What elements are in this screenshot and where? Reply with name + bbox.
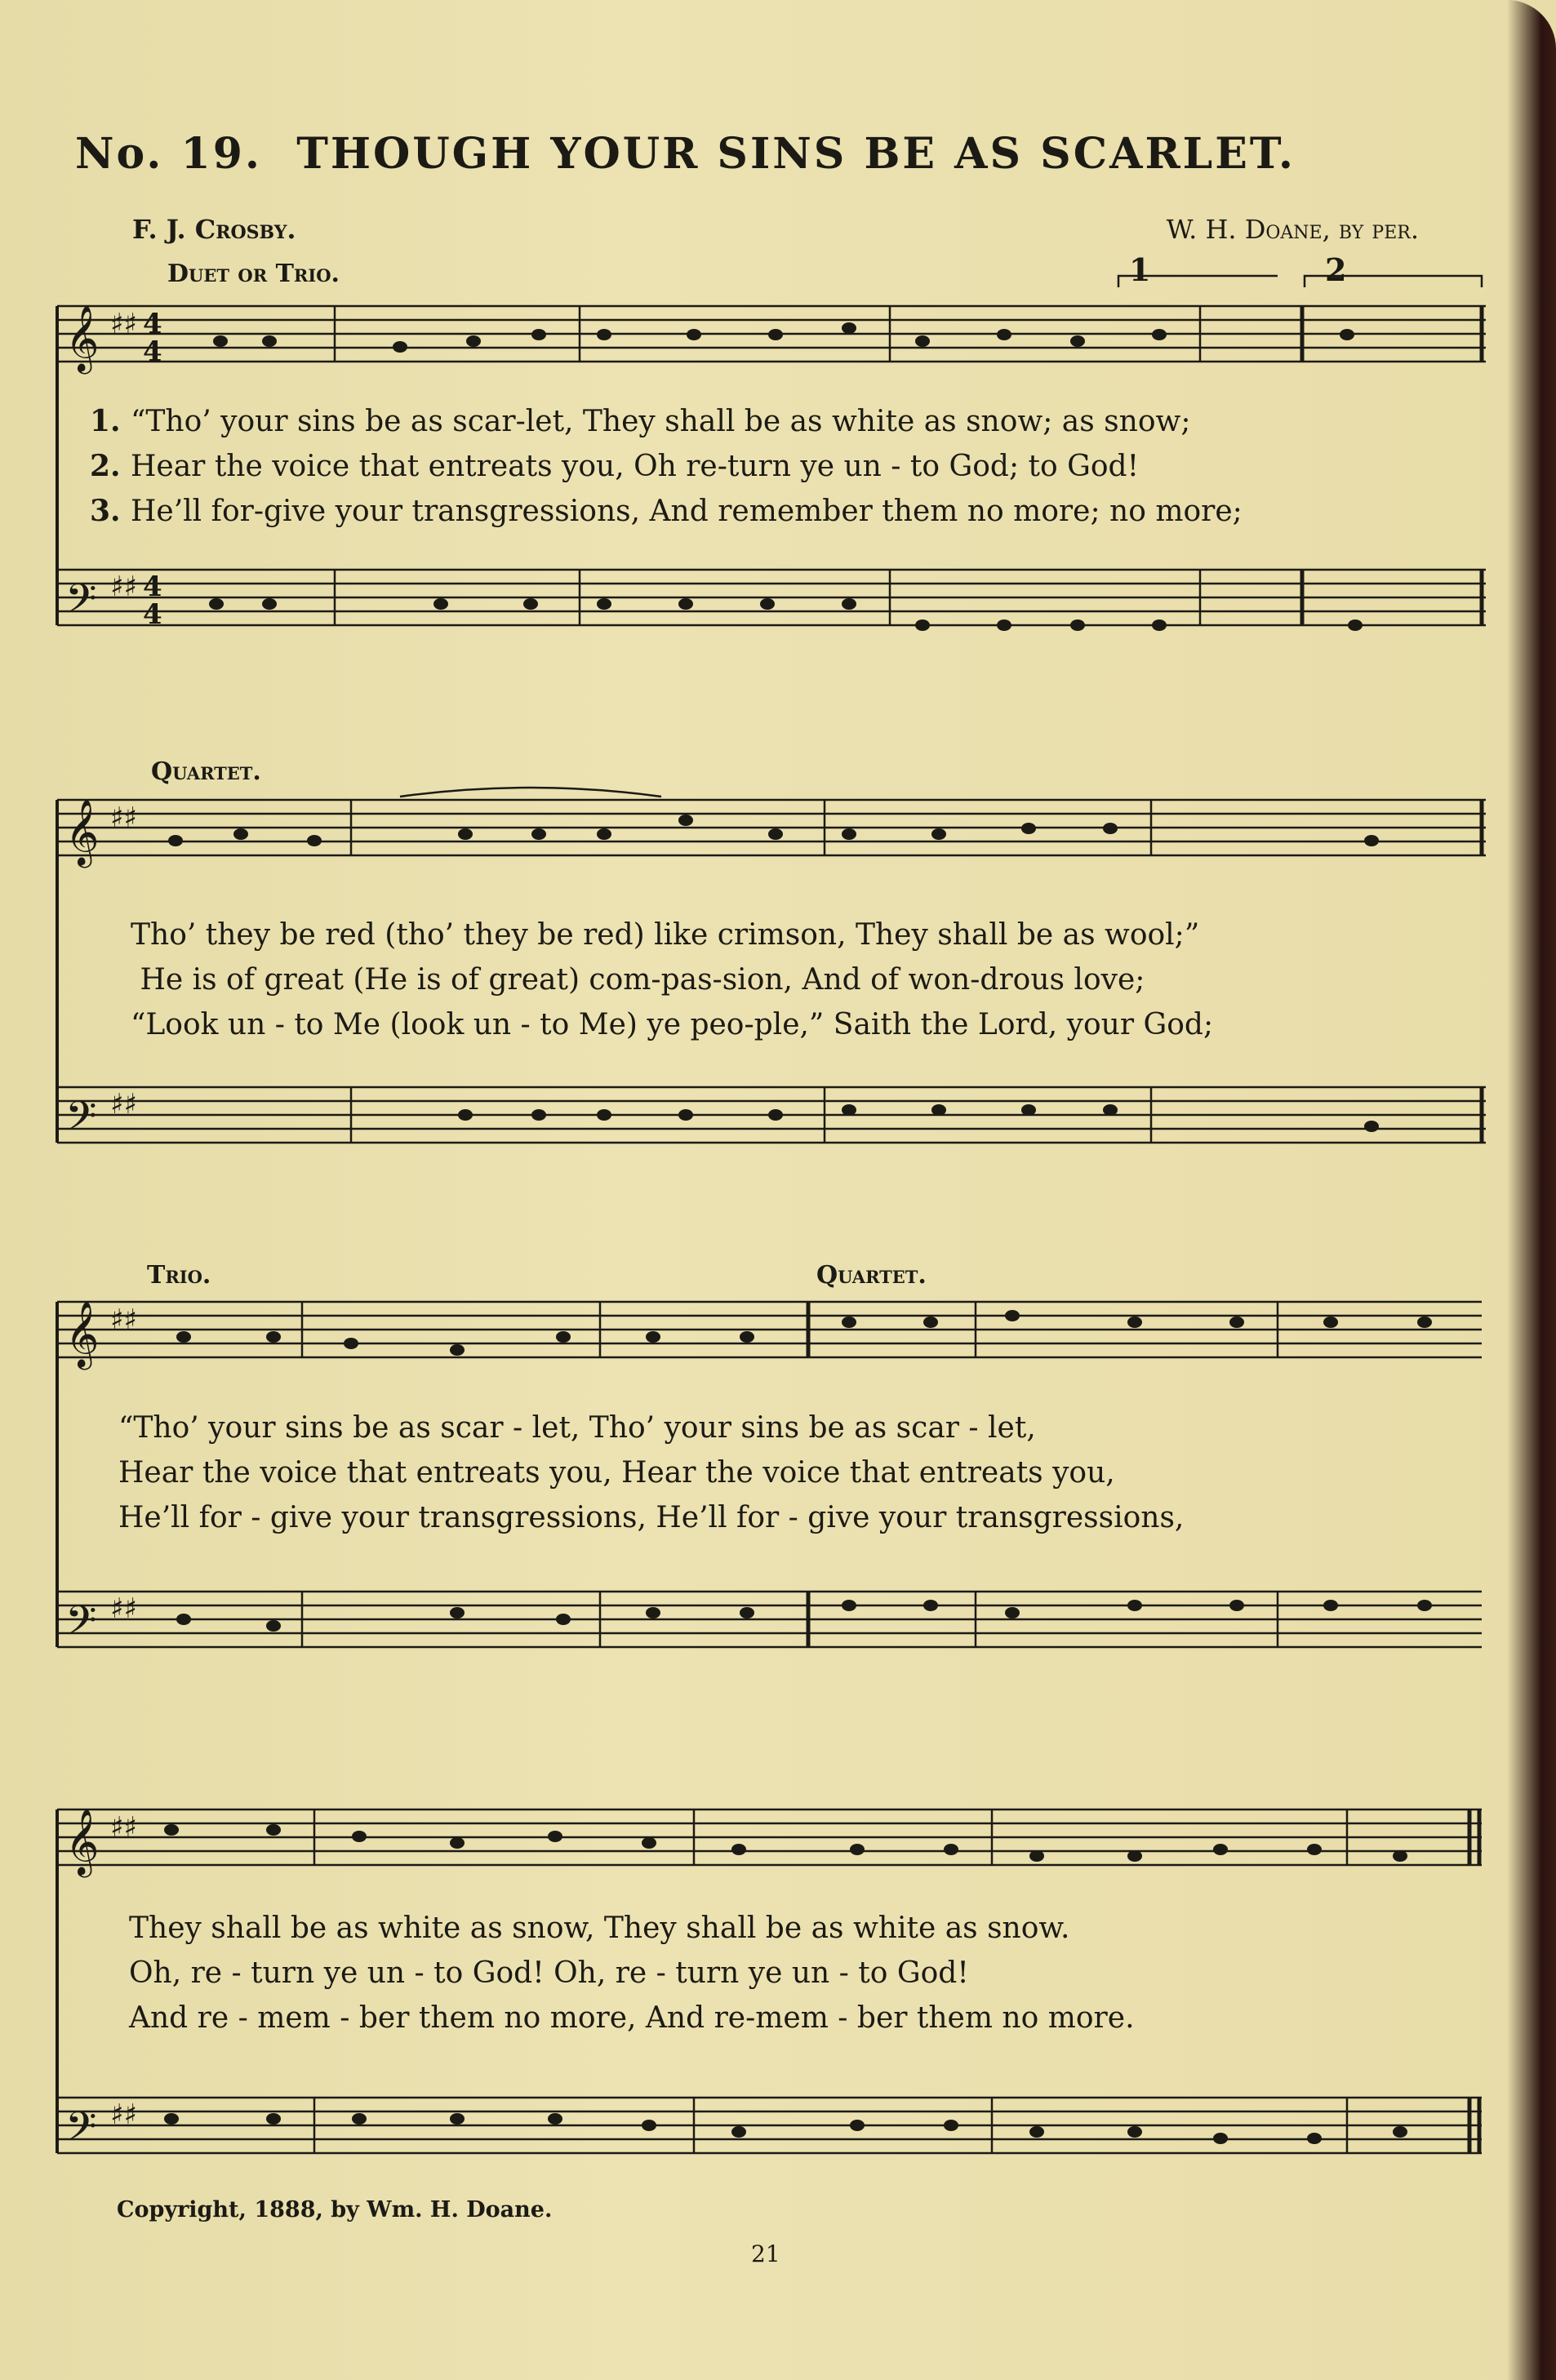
svg-text:𝄢: 𝄢 — [65, 1093, 97, 1150]
second-ending-number: 2 — [1325, 251, 1347, 288]
system-3-verse-2: Hear the voice that entreats you, Hear the voice that entreats you, — [118, 1456, 1115, 1490]
system-2-verse-2: He is of great (He is of great) com-pas-sion, And of won-drous love; — [131, 963, 1145, 997]
svg-text:𝄞: 𝄞 — [65, 798, 100, 865]
hymn-number: No. 19. — [75, 129, 262, 179]
system-2-verse-1: Tho’ they be red (tho’ they be red) like crimson, They shall be as wool;” — [131, 918, 1200, 952]
svg-text:𝄢: 𝄢 — [65, 2103, 97, 2160]
svg-text:♯♯: ♯♯ — [110, 308, 137, 340]
svg-text:4: 4 — [143, 598, 162, 631]
system-1-verse-2: 2. Hear the voice that entreats you, Oh re-turn ye un - to God; to God! — [90, 449, 1140, 483]
svg-text:𝄢: 𝄢 — [65, 1597, 97, 1654]
composer-credit: W. H. Doane, by per. — [1166, 214, 1419, 245]
svg-text:4: 4 — [143, 308, 162, 340]
svg-text:♯♯: ♯♯ — [110, 1592, 137, 1625]
system-3-verse-3: He’ll for - give your transgressions, He’ll for - give your transgressions, — [118, 1501, 1185, 1534]
svg-text:4: 4 — [143, 571, 162, 603]
page-number: 21 — [751, 2240, 780, 2267]
svg-text:4: 4 — [143, 335, 162, 368]
trio-marking: Trio. — [147, 1261, 211, 1290]
system-2-verse-3: “Look un - to Me (look un - to Me) ye peo-ple,” Saith the Lord, your God; — [131, 1008, 1214, 1041]
system-1-verse-3: 3. He’ll for-give your transgressions, And remember them no more; no more; — [90, 494, 1243, 528]
svg-text:𝄞: 𝄞 — [65, 304, 100, 371]
system-4-verse-3: And re - mem - ber them no more, And re-mem - ber them no more. — [129, 2001, 1135, 2035]
quartet-marking-2: Quartet. — [816, 1261, 927, 1290]
quartet-marking-1: Quartet. — [151, 757, 261, 786]
svg-text:♯♯: ♯♯ — [110, 801, 137, 834]
svg-text:♯♯: ♯♯ — [110, 1811, 137, 1844]
svg-text:♯♯: ♯♯ — [110, 571, 137, 603]
system-4-verse-2: Oh, re - turn ye un - to God! Oh, re - turn ye un - to God! — [129, 1956, 969, 1990]
svg-text:♯♯: ♯♯ — [110, 1088, 137, 1121]
first-ending-number: 1 — [1129, 251, 1151, 288]
system-3-verse-1: “Tho’ your sins be as scar - let, Tho’ your sins be as scar - let, — [118, 1411, 1036, 1445]
svg-text:𝄢: 𝄢 — [65, 575, 97, 633]
hymn-title: THOUGH YOUR SINS BE AS SCARLET. — [296, 129, 1296, 179]
system-4-verse-1: They shall be as white as snow, They shall be as white as snow. — [129, 1912, 1070, 1945]
svg-text:♯♯: ♯♯ — [110, 1303, 137, 1336]
system-1-verse-1: 1. “Tho’ your sins be as scar-let, They shall be as white as snow; as snow; — [90, 404, 1191, 438]
duet-or-trio-marking: Duet or Trio. — [167, 260, 340, 288]
svg-text:𝄞: 𝄞 — [65, 1300, 100, 1367]
svg-text:𝄞: 𝄞 — [65, 1808, 100, 1875]
hymn-title-line — [75, 129, 1398, 179]
copyright-notice: Copyright, 1888, by Wm. H. Doane. — [117, 2197, 553, 2222]
svg-text:♯♯: ♯♯ — [110, 2098, 137, 2131]
lyricist-credit: F. J. Crosby. — [132, 214, 296, 245]
